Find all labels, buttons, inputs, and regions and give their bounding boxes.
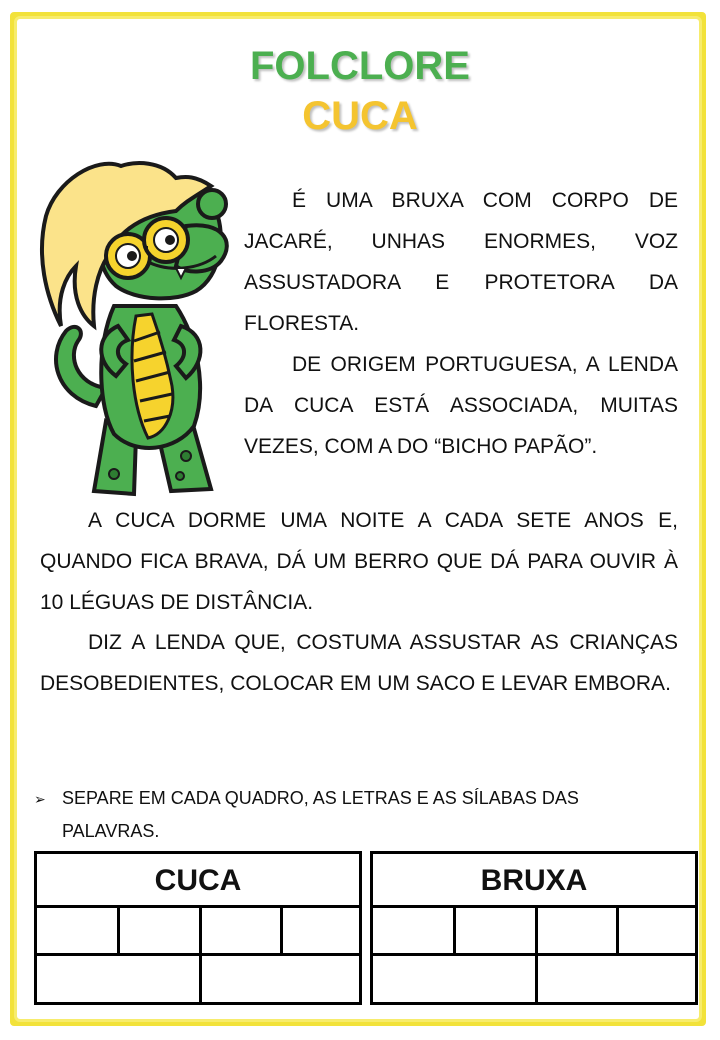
letters-row[interactable] bbox=[373, 908, 695, 956]
paragraph-1: É UMA BRUXA COM CORPO DE JACARÉ, UNHAS ENORMES, VOZ ASSUSTADORA E PROTETORA DA FLORESTA. bbox=[244, 189, 678, 335]
paragraph-2: DE ORIGEM PORTUGUESA, A LENDA DA CUCA ESTÁ ASSOCIADA, MUITAS VEZES, COM A DO “BICHO PAPÃO”. bbox=[244, 353, 678, 458]
page-subtitle: CUCA bbox=[302, 94, 418, 138]
exercise-box-cuca bbox=[34, 851, 362, 1005]
bullet-arrow-icon: ➢ bbox=[34, 791, 46, 807]
exercise-box-bruxa bbox=[370, 851, 698, 1005]
paragraph-4: DIZ A LENDA QUE, COSTUMA ASSUSTAR AS CRIANÇAS DESOBEDIENTES, COLOCAR EM UM SACO E LEVAR EMBORA. bbox=[40, 631, 678, 695]
syllables-row[interactable] bbox=[37, 956, 359, 1002]
box-word: CUCA bbox=[37, 854, 359, 908]
paragraph-3: A CUCA DORME UMA NOITE A CADA SETE ANOS E, QUANDO FICA BRAVA, DÁ UM BERRO QUE DÁ PARA OUVIR À 10 LÉGUAS DE DISTÂNCIA. bbox=[40, 509, 678, 614]
exercise-instruction: ➢ SEPARE EM CADA QUADRO, AS LETRAS E AS SÍLABAS DAS PALAVRAS. bbox=[34, 782, 674, 847]
cuca-illustration bbox=[36, 156, 246, 506]
page-title: FOLCLORE bbox=[250, 44, 470, 88]
letters-row[interactable] bbox=[37, 908, 359, 956]
syllables-row[interactable] bbox=[373, 956, 695, 1002]
box-word: BRUXA bbox=[373, 854, 695, 908]
